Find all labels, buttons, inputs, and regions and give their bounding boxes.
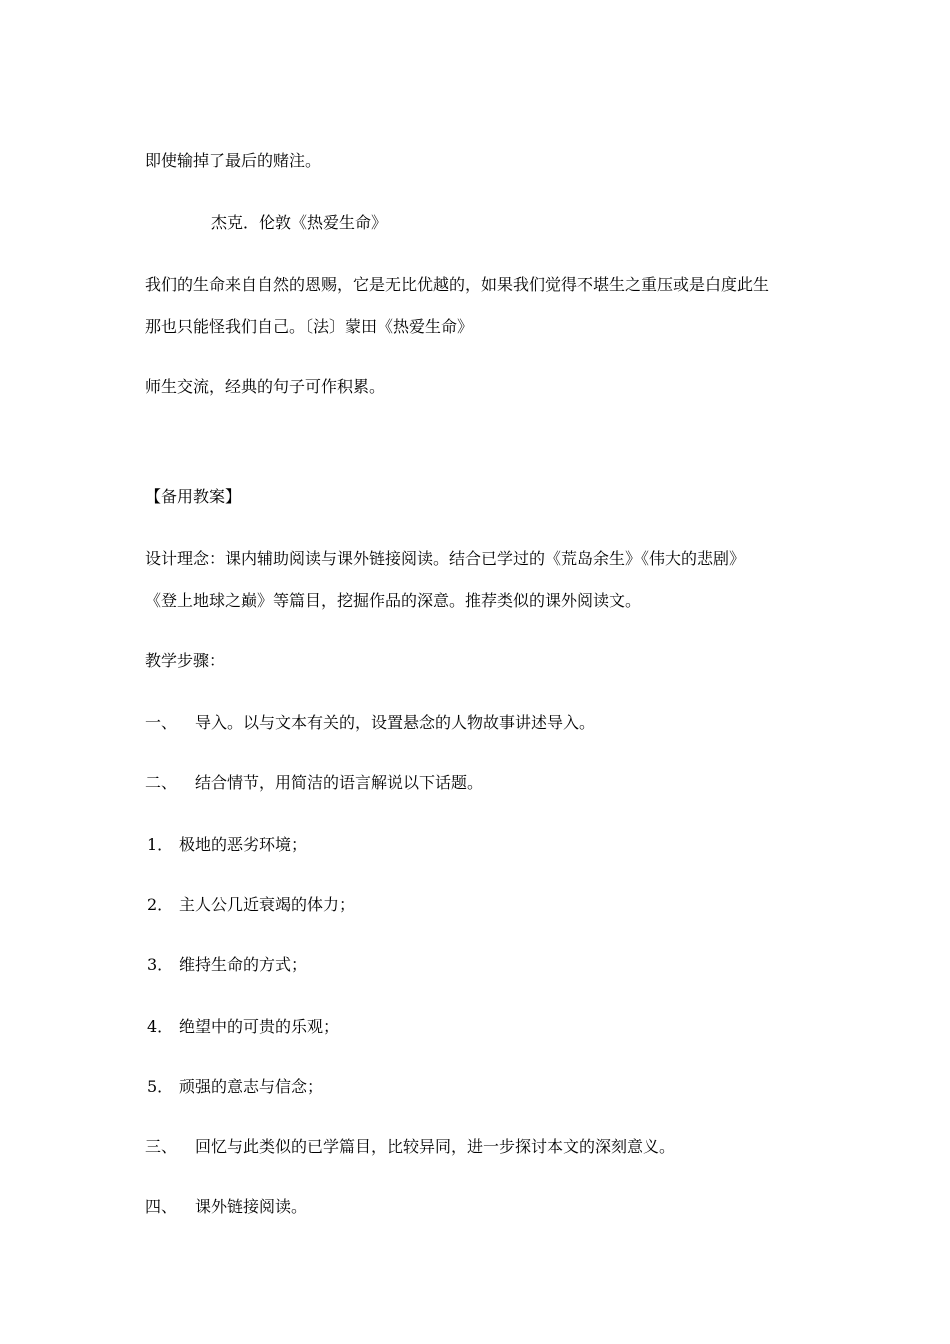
topic-marker: 1． (147, 835, 174, 854)
topic-item (145, 1077, 323, 1097)
topic-text: 维持生命的方式； (179, 955, 308, 974)
design-concept-line2: 《登上地球之巅》等篇目，挖掘作品的深意。推荐类似的课外阅读文。 (145, 591, 642, 610)
backup-plan-heading: 【备用教案】 (145, 487, 242, 506)
topic-marker: 2． (147, 895, 174, 914)
step-marker: 四、 (145, 1197, 178, 1216)
step-item (145, 773, 483, 793)
quote-montaigne-line2: 那也只能怪我们自己。〔法〕蒙田《热爱生命》 (145, 317, 474, 336)
topic-text: 极地的恶劣环境； (179, 835, 308, 854)
step-marker: 三、 (145, 1137, 178, 1156)
design-concept-line1: 设计理念：课内辅助阅读与课外链接阅读。结合已学过的《荒岛余生》《伟大的悲剧》 (145, 549, 746, 568)
topic-marker: 3． (147, 955, 174, 974)
quote-montaigne-line1: 我们的生命来自自然的恩赐，它是无比优越的，如果我们觉得不堪生之重压或是白度此生 (145, 275, 770, 294)
topic-text: 顽强的意志与信念； (179, 1077, 324, 1096)
topic-item (145, 1017, 339, 1037)
step-text: 导入。以与文本有关的，设置悬念的人物故事讲述导入。 (195, 713, 596, 732)
topic-marker: 5． (147, 1077, 174, 1096)
step-item (145, 713, 595, 733)
step-text: 课外链接阅读。 (195, 1197, 308, 1216)
step-marker: 二、 (145, 773, 178, 792)
intro-tail-text: 即使输掉了最后的赌注。 (145, 151, 322, 170)
topic-marker: 4． (147, 1017, 174, 1036)
step-item (145, 1137, 675, 1157)
exchange-note: 师生交流，经典的句子可作积累。 (145, 377, 386, 396)
step-marker: 一、 (145, 713, 178, 732)
step-text: 结合情节，用简洁的语言解说以下话题。 (195, 773, 484, 792)
topic-item (145, 835, 307, 855)
topic-item (145, 895, 355, 915)
quote-attribution-london: 杰克．伦敦《热爱生命》 (211, 213, 388, 232)
topic-item (145, 955, 307, 975)
topic-text: 绝望中的可贵的乐观； (179, 1017, 340, 1036)
step-item (145, 1197, 307, 1217)
step-text: 回忆与此类似的已学篇目，比较异同，进一步探讨本文的深刻意义。 (195, 1137, 676, 1156)
teaching-steps-heading: 教学步骤： (145, 651, 226, 670)
topic-text: 主人公几近衰竭的体力； (179, 895, 356, 914)
